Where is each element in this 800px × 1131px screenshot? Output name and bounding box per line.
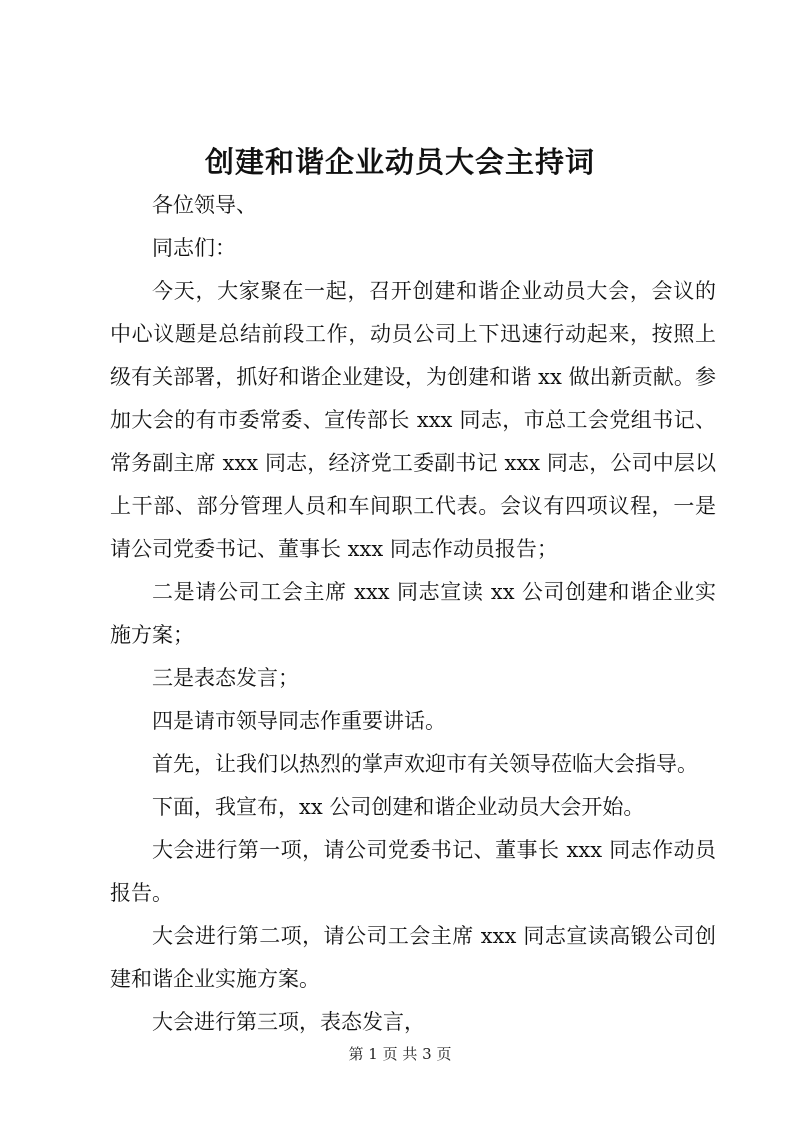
document-body	[110, 184, 716, 1044]
paragraph-opening: 今天，大家聚在一起，召开创建和谐企业动员大会，会议的中心议题是总结前段工作，动员公司上下迅速行动起来，按照上级有关部署，抓好和谐企业建设，为创建和谐 xx 做出新贡献。参加大会的有市委常委、宣传部长 xxx 同志，市总工会党组书记、常务副主席 xxx 同志，经济党工委副书记 xxx 同志，公司中层以上干部、部分管理人员和车间职工代表。会议有四项议程，一是请公司党委书记、董事长 xxx 同志作动员报告；	[110, 279, 716, 561]
paragraph-item-one: 大会进行第一项，请公司党委书记、董事长 xxx 同志作动员报告。	[110, 838, 716, 905]
paragraph-welcome: 首先，让我们以热烈的掌声欢迎市有关领导莅临大会指导。	[152, 752, 698, 776]
paragraph-agenda-four: 四是请市领导同志作重要讲话。	[152, 709, 446, 733]
paragraph-salutation-leaders: 各位领导、	[152, 193, 257, 217]
paragraph-salutation-comrades: 同志们：	[152, 236, 236, 260]
paragraph-agenda-three: 三是表态发言；	[152, 666, 299, 690]
paragraph-item-three: 大会进行第三项，表态发言，	[152, 1010, 425, 1034]
paragraph-announcement: 下面，我宣布，xx 公司创建和谐企业动员大会开始。	[152, 795, 645, 819]
paragraph-item-two: 大会进行第二项，请公司工会主席 xxx 同志宣读高锻公司创建和谐企业实施方案。	[110, 924, 716, 991]
paragraph-agenda-two: 二是请公司工会主席 xxx 同志宣读 xx 公司创建和谐企业实施方案；	[110, 580, 716, 647]
document-title: 创建和谐企业动员大会主持词	[204, 145, 595, 179]
page-number-footer: 第 1 页 共 3 页	[348, 1045, 452, 1063]
